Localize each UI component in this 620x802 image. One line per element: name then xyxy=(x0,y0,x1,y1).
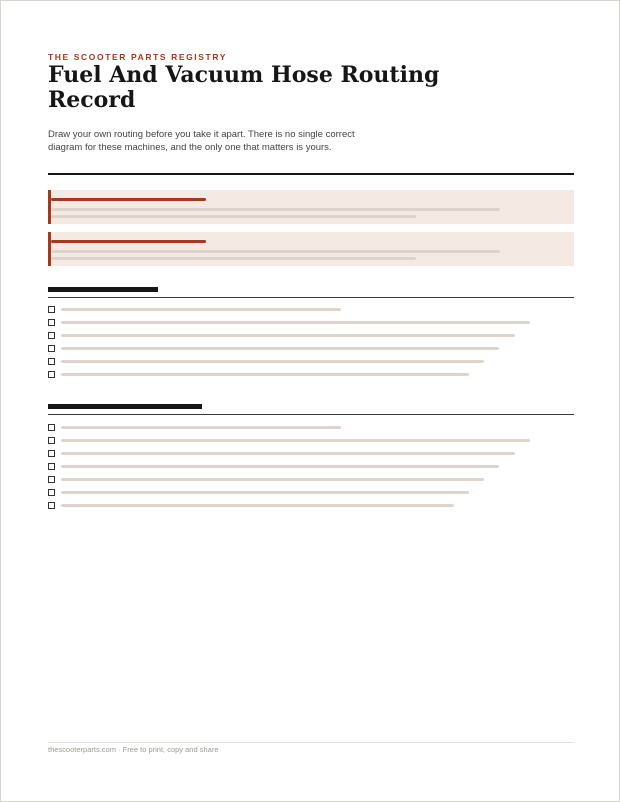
title-divider xyxy=(48,173,574,175)
callout-heading-placeholder xyxy=(51,198,206,201)
page-title: Fuel And Vacuum Hose Routing Record xyxy=(48,62,440,113)
checkbox[interactable] xyxy=(48,332,55,339)
checklist-text-placeholder xyxy=(61,465,499,468)
checklist-text-placeholder xyxy=(61,439,530,442)
callout-block-1 xyxy=(48,190,574,224)
footer-text: thescooterparts.com · Free to print, copy and share xyxy=(48,745,219,754)
checklist-text-placeholder xyxy=(61,452,515,455)
checklist-text-placeholder xyxy=(61,478,484,481)
callout-block-2 xyxy=(48,232,574,266)
checkbox[interactable] xyxy=(48,371,55,378)
callout-text-placeholder xyxy=(51,250,500,253)
checkbox[interactable] xyxy=(48,437,55,444)
checkbox[interactable] xyxy=(48,424,55,431)
callout-text-placeholder xyxy=(51,215,416,218)
checkbox[interactable] xyxy=(48,450,55,457)
callout-accent-bar xyxy=(48,190,51,224)
footer-divider xyxy=(48,742,574,743)
section-divider-1 xyxy=(48,297,574,298)
checkbox[interactable] xyxy=(48,489,55,496)
checklist-text-placeholder xyxy=(61,308,341,311)
checklist-text-placeholder xyxy=(61,347,499,350)
checkbox[interactable] xyxy=(48,306,55,313)
checkbox[interactable] xyxy=(48,345,55,352)
callout-accent-bar xyxy=(48,232,51,266)
checkbox[interactable] xyxy=(48,476,55,483)
checkbox[interactable] xyxy=(48,319,55,326)
section-heading-placeholder-1 xyxy=(48,287,158,292)
checklist-text-placeholder xyxy=(61,426,341,429)
section-heading-placeholder-2 xyxy=(48,404,202,409)
checklist-text-placeholder xyxy=(61,334,515,337)
callout-text-placeholder xyxy=(51,208,500,211)
checklist-text-placeholder xyxy=(61,491,469,494)
checklist-text-placeholder xyxy=(61,504,454,507)
callout-heading-placeholder xyxy=(51,240,206,243)
publication-kicker: THE SCOOTER PARTS REGISTRY xyxy=(48,52,228,62)
checkbox[interactable] xyxy=(48,502,55,509)
checklist-text-placeholder xyxy=(61,360,484,363)
callout-text-placeholder xyxy=(51,257,416,260)
checklist-text-placeholder xyxy=(61,373,469,376)
checkbox[interactable] xyxy=(48,463,55,470)
intro-paragraph: Draw your own routing before you take it apart. There is no single correct diagram for these machines, and the only one that matters is yours. xyxy=(48,129,355,153)
checklist-text-placeholder xyxy=(61,321,530,324)
section-divider-2 xyxy=(48,414,574,415)
checkbox[interactable] xyxy=(48,358,55,365)
